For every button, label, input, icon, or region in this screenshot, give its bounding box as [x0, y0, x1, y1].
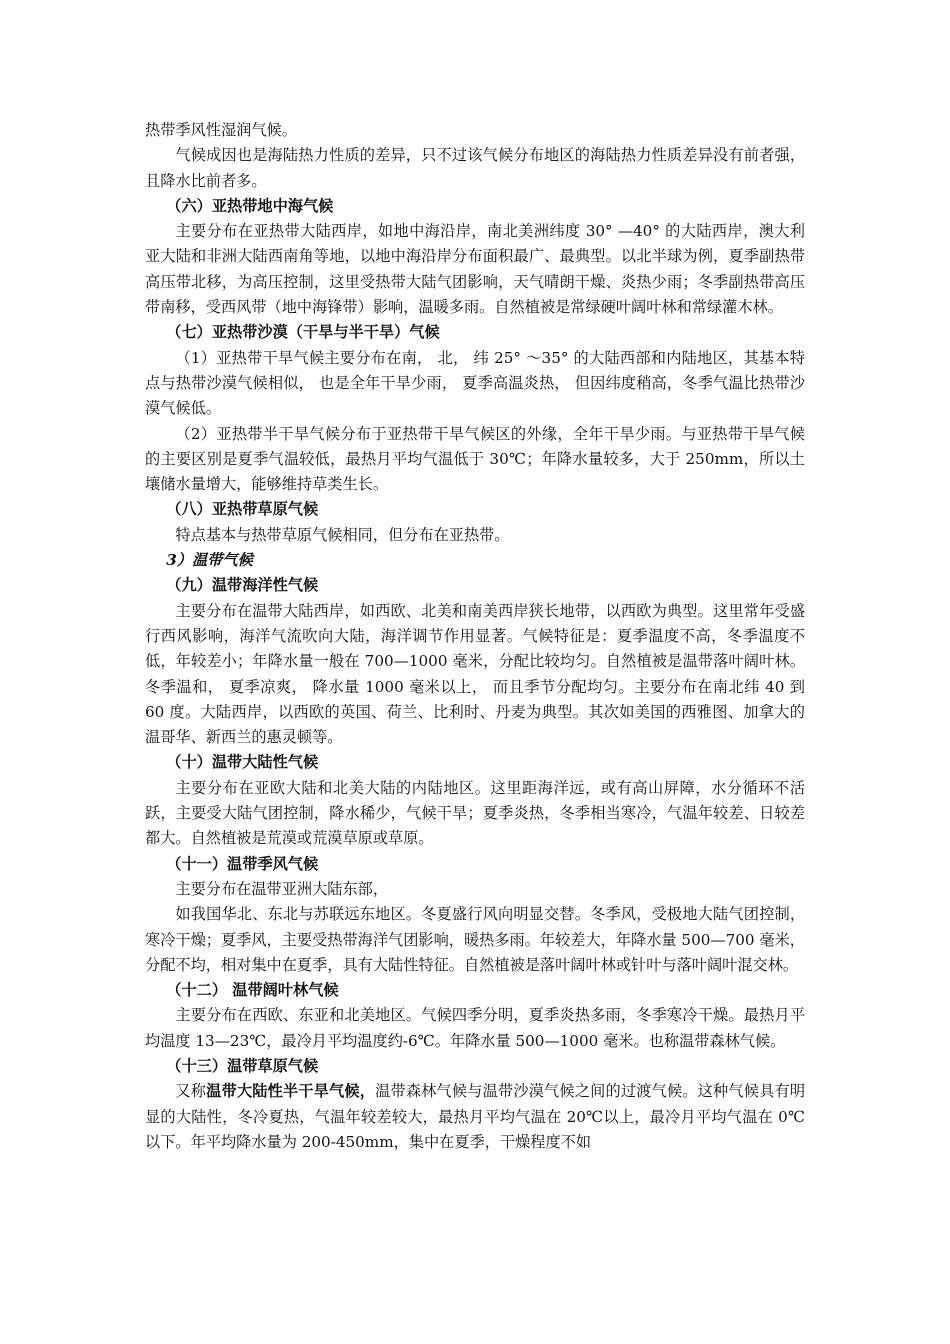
paragraph: 主要分布在西欧、东亚和北美地区。气候四季分明，夏季炎热多雨，冬季寒冷干燥。最热月平均温度 13—23℃，最冷月平均温度约-6℃。年降水量 500—1000 毫米。也称温带森林气候。	[145, 1006, 805, 1050]
paragraph: 主要分布在温带亚洲大陆东部，	[175, 879, 389, 898]
emphasized-term: 温带大陆性半干旱气候，	[206, 1082, 376, 1101]
section-heading: （七）亚热带沙漠（干旱与半干旱）气候	[166, 323, 440, 342]
paragraph: （1）亚热带干旱气候主要分布在南， 北， 纬 25° ～35° 的大陆西部和内陆地区，其基本特点与热带沙漠气候相似， 也是全年干旱少雨， 夏季高温炎热， 但因纬度稍高，冬季气温比热带沙漠气候低。	[145, 348, 805, 418]
section-heading: （十三）温带草原气候	[166, 1056, 319, 1075]
subsection-heading: 3）温带气候	[166, 551, 253, 570]
paragraph: 如我国华北、东北与苏联远东地区。冬夏盛行风向明显交替。冬季风，受极地大陆气团控制，寒冷干燥；夏季风，主要受热带海洋气团影响，暖热多雨。年较差大，年降水量 500—700 毫米，分配不均，相对集中在夏季，具有大陆性特征。自然植被是落叶阔叶林或针叶与落叶阔叶混交林。	[145, 905, 805, 974]
paragraph: 气候成因也是海陆热力性质的差异，只不过该气候分布地区的海陆热力性质差异没有前者强，且降水比前者多。	[145, 146, 805, 190]
paragraph	[145, 1079, 805, 1155]
paragraph: 主要分布在温带大陆西岸，如西欧、北美和南美西岸狭长地带，以西欧为典型。这里常年受盛行西风影响，海洋气流吹向大陆，海洋调节作用显著。气候特征是：夏季温度不高，冬季温度不低，年较差小；年降水量一般在 700—1000 毫米，分配比较均匀。自然植被是温带落叶阔叶林。冬季温和， 夏季凉爽， 降水量 1000 毫米以上， 而且季节分配均匀。主要分布在南北纬 40 到 60 度。大陆西岸，以西欧的英国、荷兰、比利时、丹麦为典型。其次如美国的西雅图、加拿大的温哥华、新西兰的惠灵顿等。	[145, 601, 805, 747]
section-heading: （十二） 温带阔叶林气候	[166, 981, 339, 1000]
paragraph-continued: 热带季风性湿润气候。	[145, 121, 297, 139]
section-heading: （九）温带海洋性气候	[166, 576, 319, 595]
paragraph: 主要分布在亚热带大陆西岸，如地中海沿岸，南北美洲纬度 30° —40° 的大陆西岸，澳大利亚大陆和非洲大陆西南角等地，以地中海沿岸分布面积最广、最典型。以北半球为例，夏季副热带高压带北移，为高压控制，这里受热带大陆气团影响，天气晴朗干燥、炎热少雨；冬季副热带高压带南移，受西风带（地中海锋带）影响，温暖多雨。自然植被是常绿硬叶阔叶林和常绿灌木林。	[145, 222, 805, 317]
paragraph-body-text: 温带森林气候与温带沙漠气候之间的过渡气候。这种气候具有明显的大陆性，冬冷夏热，气温年较差较大，最热月平均气温在 20℃以上，最冷月平均气温在 0℃以下。年平均降水量为 200-450mm，集中在夏季，干燥程度不如	[145, 1082, 806, 1151]
section-heading: （八）亚热带草原气候	[166, 500, 319, 519]
paragraph: 主要分布在亚欧大陆和北美大陆的内陆地区。这里距海洋远，或有高山屏障，水分循环不活跃，主要受大陆气团控制，降水稀少，气候干旱；夏季炎热，冬季相当寒冷，气温年较差、日较差都大。自然植被是荒漠或荒漠草原或草原。	[145, 778, 805, 848]
document-page	[145, 118, 805, 1155]
section-heading: （六）亚热带地中海气候	[166, 196, 334, 215]
section-heading: （十一）温带季风气候	[166, 854, 319, 873]
paragraph-lead-text: 又称	[175, 1082, 207, 1101]
paragraph: 特点基本与热带草原气候相同，但分布在亚热带。	[175, 525, 510, 544]
paragraph: （2）亚热带半干旱气候分布于亚热带干旱气候区的外缘，全年干旱少雨。与亚热带干旱气候的主要区别是夏季气温较低，最热月平均气温低于 30℃；年降水量较多，大于 250mm，所以土壤储水量增大，能够维持草类生长。	[145, 424, 805, 494]
section-heading: （十）温带大陆性气候	[166, 753, 319, 772]
